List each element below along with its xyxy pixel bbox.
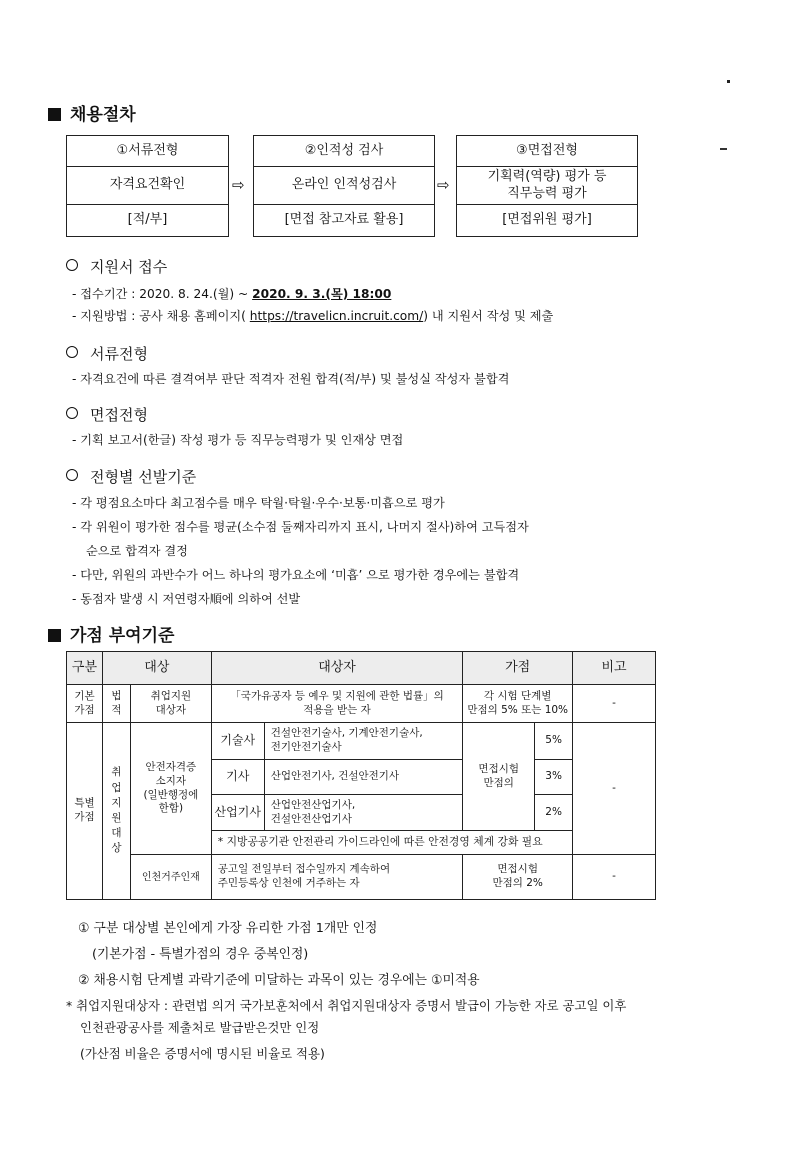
arrow-right-icon: ⇨ [437,176,450,194]
step-body-line: 기획력(역량) 평가 등 [487,169,607,185]
cell-certs: 산업안전산업기사, 건설안전산업기사 [264,795,463,831]
cell-pct: 2% [535,795,573,831]
cell-pct: 5% [535,723,573,760]
cell-grade: 산업기사 [211,795,264,831]
step-body: 자격요건확인 [67,167,228,205]
cell-pct: 3% [535,760,573,795]
cell-resident-subject: 공고일 전일부터 접수일까지 계속하여 주민등록상 인천에 거주하는 자 [211,855,463,900]
criteria-line: - 다만, 위원의 과반수가 어느 하나의 평가요소에 ‘미흡’ 으로 평가한 경우에는 불합격 [72,568,520,582]
criteria-line: 순으로 합격자 결정 [86,544,188,558]
step-footer: [적/부] [127,211,168,227]
deadline-text: 2020. 9. 3.(목) 18:00 [252,287,392,301]
cell-special-target: 안전자격증 소지자 (일반행정에 한함) [130,723,211,855]
heading-interview [66,404,148,425]
table-header-row [67,652,656,685]
table-row-special-1 [67,723,656,760]
header-points: 가점 [463,652,573,685]
header-subject: 대상자 [211,652,463,685]
scan-speck [720,148,727,150]
header-remark: 비고 [573,652,656,685]
cell-resident-points: 면접시험 만점의 2% [463,855,573,900]
step-footer: [면접위원 평가] [502,211,592,227]
cell-certs: 건설안전기술사, 기계안전기술사, 전기안전기술사 [264,723,463,760]
criteria-line: - 각 평점요소마다 최고점수를 매우 탁월·탁월·우수·보통·미흡으로 평가 [72,496,445,510]
section-title-text: 채용절차 [70,105,136,125]
heading-application [66,256,167,277]
table-row-resident [67,855,656,900]
square-bullet-icon [48,629,61,642]
note-line: (가산점 비율은 증명서에 명시된 비율로 적용) [80,1046,325,1061]
header-target: 대상 [102,652,211,685]
step-box-document [66,135,229,237]
section-title-text: 가점 부여기준 [70,626,175,646]
application-method [72,307,553,324]
step-body-line: 직무능력 평가 [507,185,587,201]
cell-basic-law: 법 적 [102,685,130,723]
line-text: - 접수기간 : 2020. 8. 24.(월) ~ [72,287,253,301]
note-line: ② 채용시험 단계별 과락기준에 미달하는 과목이 있는 경우에는 ①미적용 [78,973,480,988]
step-footer: [면접 참고자료 활용] [284,211,404,227]
criteria-line: - 각 위원이 평가한 점수를 평균(소수점 둘째자리까지 표시, 나머지 절사)하여 고득점자 [72,520,529,534]
step-box-interview [456,135,638,237]
circle-bullet-icon [66,259,78,271]
heading-selection-criteria [66,466,196,487]
cell-special-group: 특별 가점 [67,723,103,900]
step-box-aptitude [253,135,435,237]
cell-interview-points: 면접시험 만점의 [463,723,535,831]
cell-basic-target: 취업지원 대상자 [130,685,211,723]
cell-certs: 산업안전기사, 건설안전기사 [264,760,463,795]
note-line: 인천관광공사를 제출처로 발급받은것만 인정 [80,1020,320,1035]
step-title: ②인적성 검사 [254,136,434,167]
circle-bullet-icon [66,407,78,419]
cell-grade: 기사 [211,760,264,795]
arrow-right-icon: ⇨ [232,176,245,194]
note-line: (기본가점 - 특별가점의 경우 중복인정) [92,947,309,962]
circle-bullet-icon [66,346,78,358]
header-category: 구분 [67,652,103,685]
homepage-link[interactable]: https://travelicn.incruit.com/ [249,309,424,323]
note-line: * 취업지원대상자 : 관련법 의거 국가보훈처에서 취업지원대상자 증명서 발급이 가능한 자로 공고일 이후 [66,998,627,1013]
step-title: ①서류전형 [67,136,228,167]
step-body [457,167,637,205]
cell-resident-remark: - [573,855,656,900]
bonus-points-table [66,651,656,900]
scan-speck [727,80,730,83]
cell-grade: 기술사 [211,723,264,760]
step-title: ③면접전형 [457,136,637,167]
heading-document-screening [66,343,148,364]
document-screening-line: - 자격요건에 따른 결격여부 판단 적격자 전원 합격(적/부) 및 불성실 작성자 불합격 [72,372,510,386]
cell-special-remark: - [573,723,656,855]
cell-basic-group: 기본 가점 [67,685,103,723]
cell-footnote: * 지방공공기관 안전관리 가이드라인에 따른 안전경영 체계 강화 필요 [211,831,572,855]
criteria-line: - 동점자 발생 시 저연령자順에 의하여 선발 [72,592,301,606]
section-title-hiring-process [48,100,136,125]
heading-text: 전형별 선발기준 [90,468,197,486]
cell-basic-subject: 「국가유공자 등 예우 및 지원에 관한 법률」의 적용을 받는 자 [211,685,463,723]
heading-text: 서류전형 [90,345,148,363]
line-text: ) 내 지원서 작성 및 제출 [423,309,554,323]
cell-resident-target: 인천거주인재 [130,855,211,900]
heading-text: 지원서 접수 [90,258,168,276]
table-row-basic [67,685,656,723]
step-body: 온라인 인적성검사 [254,167,434,205]
interview-line: - 기획 보고서(한글) 작성 평가 등 직무능력평가 및 인재상 면접 [72,433,404,447]
heading-text: 면접전형 [90,406,148,424]
cell-basic-remark: - [573,685,656,723]
application-period [72,285,391,302]
circle-bullet-icon [66,469,78,481]
note-line: ① 구분 대상별 본인에게 가장 유리한 가점 1개만 인정 [78,921,378,936]
line-text: - 지원방법 : 공사 채용 홈페이지( [72,309,250,323]
cell-special-vertical: 취 업 지 원 대 상 [102,723,130,900]
section-title-bonus-points [48,621,174,646]
cell-basic-points: 각 시험 단계별 만점의 5% 또는 10% [463,685,573,723]
square-bullet-icon [48,108,61,121]
